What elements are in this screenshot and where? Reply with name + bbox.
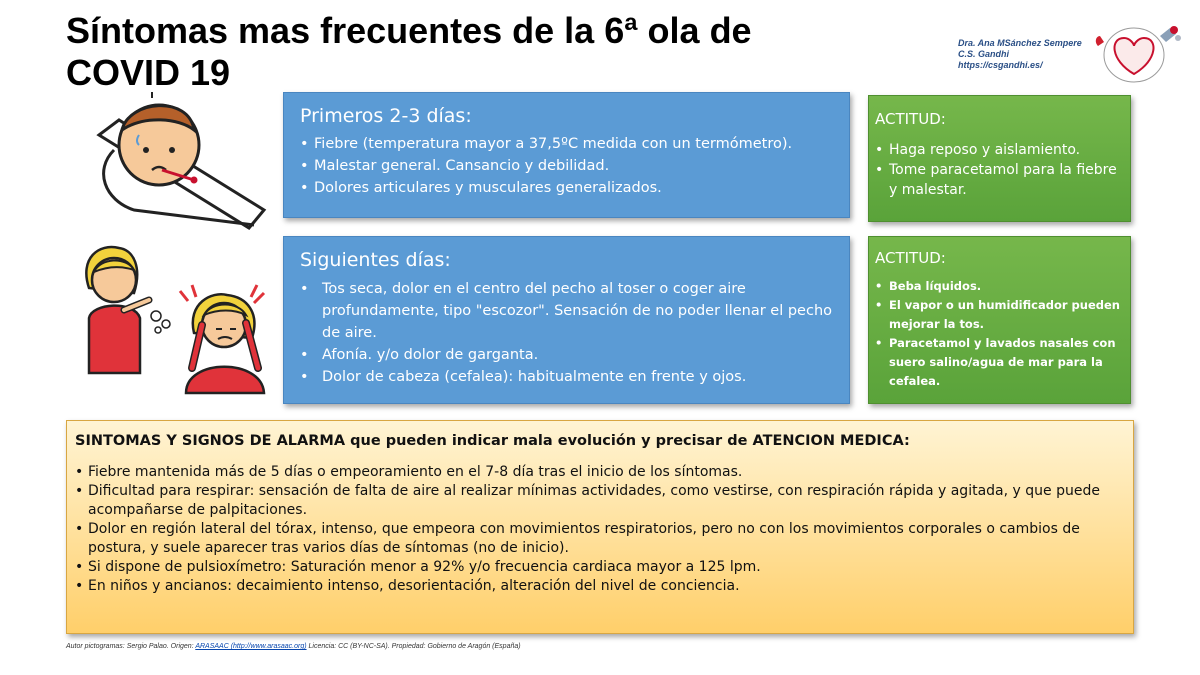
list-item: • Dolor de cabeza (cefalea): habitualmente en frente y ojos. [300, 366, 833, 388]
sick-child-in-bed-icon [84, 90, 274, 230]
list-item: • Haga reposo y aislamiento. [875, 140, 1124, 160]
attitude-heading: ACTITUD: [875, 110, 946, 128]
alarm-heading: SINTOMAS Y SIGNOS DE ALARMA que pueden indicar mala evolución y precisar de ATENCION MEDICA: [75, 433, 910, 449]
list-item: • El vapor o un humidificador pueden mejorar la tos. [875, 296, 1124, 334]
first-days-list [300, 133, 833, 199]
credits-author: Autor pictogramas: Sergio Palao. Origen: [66, 643, 194, 650]
attitude-heading: ACTITUD: [875, 249, 946, 267]
list-item: • Paracetamol y lavados nasales con suero salino/agua de mar para la cefalea. [875, 334, 1124, 391]
page-title: Síntomas mas frecuentes de la 6ª ola de COVID 19 [66, 10, 752, 93]
first-days-box [283, 92, 850, 218]
list-item: • Malestar general. Cansancio y debilidad. [300, 155, 833, 177]
attitude-box-2 [868, 236, 1131, 404]
credits-license: Licencia: CC (BY-NC-SA). Propiedad: Gobierno de Aragón (España) [308, 643, 521, 650]
author-name: Dra. Ana MSánchez Sempere [958, 38, 1082, 48]
list-item: • En niños y ancianos: decaimiento intenso, desorientación, alteración del nivel de conciencia. [75, 577, 1125, 596]
list-item: • Fiebre mantenida más de 5 días o empeoramiento en el 7-8 día tras el inicio de los síntomas. [75, 463, 1125, 482]
credits [66, 643, 521, 650]
following-days-heading: Siguientes días: [300, 249, 451, 271]
list-item: • Fiebre (temperatura mayor a 37,5ºC medida con un termómetro). [300, 133, 833, 155]
first-days-heading: Primeros 2-3 días: [300, 105, 472, 127]
attitude-box-1 [868, 95, 1131, 222]
alarm-signs-box [66, 420, 1134, 634]
list-item: • Afonía. y/o dolor de garganta. [300, 344, 833, 366]
list-item: • Dolor en región lateral del tórax, intenso, que empeora con movimientos respiratorios, pero no con los movimientos corporales o cambios de postura, y suele aparecer tras varios días de síntomas (no de inicio). [75, 520, 1125, 558]
list-item: • Si dispone de pulsioxímetro: Saturación menor a 92% y/o frecuencia cardiaca mayor a 125 lpm. [75, 558, 1125, 577]
attitude-list-1 [875, 140, 1124, 200]
list-item: • Dificultad para respirar: sensación de falta de aire al realizar mínimas actividades, como vestirse, con respiración rápida y agitada, y que puede acompañarse de palpitaciones. [75, 482, 1125, 520]
headache-girl-icon [172, 283, 277, 398]
attitude-list-2 [875, 277, 1124, 391]
list-item: • Dolores articulares y musculares generalizados. [300, 177, 833, 199]
author-block [958, 38, 1082, 71]
list-item: • Beba líquidos. [875, 277, 1124, 296]
list-item: • Tos seca, dolor en el centro del pecho al toser o coger aire profundamente, tipo "escozor". Sensación de no poder llenar el pecho de aire. [300, 278, 833, 344]
arasaac-link[interactable]: ARASAAC (http://www.arasaac.org) [195, 643, 307, 650]
alarm-list [75, 463, 1125, 596]
author-center: C.S. Gandhi [958, 49, 1010, 59]
author-url[interactable]: https://csgandhi.es/ [958, 60, 1043, 70]
coughing-girl-icon [74, 238, 184, 378]
following-days-box [283, 236, 850, 404]
list-item: • Tome paracetamol para la fiebre y malestar. [875, 160, 1124, 200]
following-days-list [300, 278, 833, 388]
heart-logo-icon [1090, 22, 1190, 84]
